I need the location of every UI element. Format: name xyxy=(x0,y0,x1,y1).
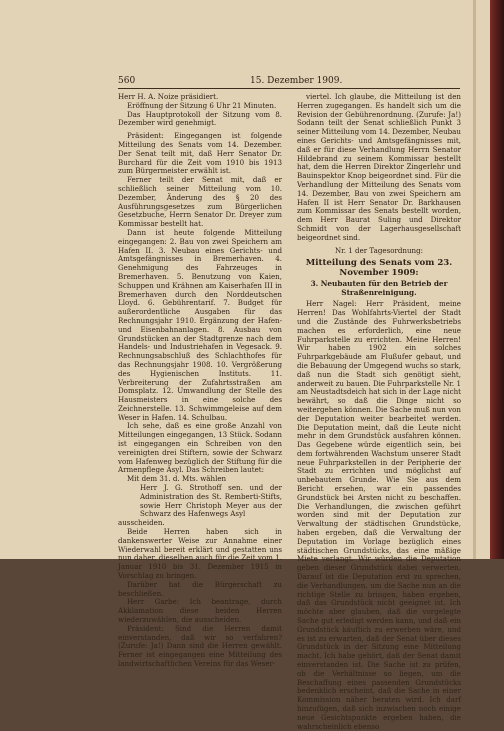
left-column-paragraph: Eröffnung der Sitzung 6 Uhr 21 Minuten. xyxy=(127,100,277,110)
left-column-paragraph: Mit dem 31. d. Mts. wählen xyxy=(127,474,227,484)
right-column-paragraph: Herr Nagel: Herr Präsident, meine Herren! Das Wohlfahrts-Viertel der Stadt und die Zustände des Fuhrwerksbetriebs machen es erforderlich, eine neue Fuhrparkstelle zu errichten. Meine Herren! Wir haben 1902 ein solches Fuhrparkgebäude am Flußufer gebaut, und die Bebauung der Umgegend wuchs so stark, daß nun die Stadt sich genötigt sieht, anderweit zu bauen. Die Fuhrparkstelle Nr. 1 am Neustadtsdeich hat sich in der Lage nicht bewährt, so daß die Dinge nicht so weitergehen können. Die Sache muß nun von der Deputation weiter bearbeitet werden. Die Deputation meint, daß die Leute nicht mehr in dem Grundstück ausfahren können. Das Gegebene würde eigentlich sein, bei dem fortwährenden Wachstum unserer Stadt neue Fuhrparkstellen in der Peripherie der Stadt zu errichten und möglichst auf unbebautem Grunde. Wie Sie aus dem Bericht ersehen, war ein passendes Grundstück bei Arsten nicht zu beschaffen. Die Verhandlungen, die zwischen geführt worden sind mit der Deputation zur Verwaltung der städtischen Grundstücke, haben ergeben, daß die Verwaltung der Deputation im Vorlage bezüglich eines städtischen Grundstücks, das eine mäßige Miete verlangt. Wir würden die Deputation geben dieser Grundstück dabei verwerten. Darauf ist die Deputation erst zu sprechen, die Verhandlungen, um die Sache nun an die richtige Stelle zu bringen, haben ergeben, daß das Grundstück nicht geeignet ist. Ich möchte aber glauben, daß die vorgelegte Sache gut erledigt werden kann, und daß ein Grundstück käuflich zu erwerben wäre, und es ist zu erwarten, daß der Senat über dieses Grundstück in der Sitzung eine Mitteilung macht. Ich habe gehört, daß der Senat damit einverstanden ist. Die Sache ist zu prüfen, ob die Verhältnisse so liegen, um die Beschaffung eines passenden Grundstücks bedenklich erscheint, daß die Sache in einer Kommission näher beraten wird. Ich darf hinzufügen, daß sich inzwischen noch einige neue Gesichtspunkte ergeben haben, die wahrscheinlich ebenso xyxy=(297,299,461,731)
left-column-paragraph: Dann ist heute folgende Mitteilung eingegangen: 2. Bau von zwei Speichern am Hafen II. 3. Neubau eines Gerichts- und Amtsgefängnisses in Bremerhaven. 4. Genehmigung des Fahrzeuges in Bremerhaven. 5. Benutzung von Kaien, Schuppen und Krähnen am Kaiserhafen III in Bremerhaven durch den Norddeutschen Lloyd. 6. Gebührentarif. 7. Budget für außerordentliche Ausgaben für das Rechnungsjahr 1910. Ergänzung der Hafen- und Eisenbahnanlagen. 8. Ausbau von Grundstücken an der Stadtgrenze nach dem Handels- und Industriehafen in Vegesack. 9. Rechnungsabschluß des Schlachthofes für das Rechnungsjahr 1908. 10. Vergrößerung des Hygienischen Instituts. 11. Verbreiterung der Zufahrtsstraßen am Domsplatz. 12. Umwandlung der Stelle des Hausmeisters in eine solche des Zeichnerstelle. 13. Schwimmgeleise auf dem Weser in Hafen. 14. Schulbau. xyxy=(118,227,282,422)
left-column-paragraph: Das Hauptprotokoll der Sitzung vom 8. Dezember wird genehmigt. xyxy=(118,109,282,128)
right-column-paragraph: viertel. Ich glaube, die Mitteilung ist den Herren zugegangen. Es handelt sich um die Revision der Gebührenordnung. (Zurufe: Ja!) Sodann teilt der Senat schließlich Punkt 3 seiner Mitteilung vom 14. Dezember, Neubau eines Gerichts- und Amtsgefängnisses mit, daß er für diese Verhandlung Herrn Senator Hildebrand zu seinem Kommissar bestellt hat, dem die Herren Direktor Zingerlehr und Bauinspektor Knop beigeordnet sind. Für die Verhandlung der Mitteilung des Senats vom 14. Dezember, Bau von zwei Speichern am Hafen II ist Herr Senator Dr. Barkhausen zum Kommissar des Senats bestellt worden, dem Herr Baurat Suling und Direktor Schmidt von der Lagerhausgesellschaft beigeordnet sind. xyxy=(297,92,461,242)
left-column-paragraph: Beide Herren haben sich in dankenswerter Weise zur Annahme einer Wiederwahl bereit erklärt und gestatten uns nun daher, dieselben auch für die Zeit vom 1. Januar 1910 bis 31. Dezember 1915 in Vorschlag zu bringen. xyxy=(118,527,282,581)
book-spine xyxy=(490,0,504,559)
left-column-paragraph: Herr Garbe: Ich beantrage, durch Akklamation diese beiden Herren wiederzuwählen, die ausscheiden. xyxy=(118,597,282,625)
header-rule xyxy=(118,88,460,89)
left-column-paragraph: Herr J. G. Strothoff sen. und der Administration des St. Remberti-Stifts, sowie Herr Christoph Meyer aus der Schwarz des Hafenwegs Asyl xyxy=(140,483,282,519)
left-column-paragraph: Herr H. A. Noize präsidiert. xyxy=(118,92,219,101)
left-column-paragraph: Ich sehe, daß es eine große Anzahl von Mitteilungen eingegangen, 13 Stück. Sodann ist eingegangen ein Schreiben von den vereinigten drei Stiftern, sowie der Schwarz vom Hafenweg bezüglich der Stiftung für die Armenpflege Asyl. Das Schreiben lautet: xyxy=(118,421,282,475)
header-date: 15. Dezember 1909. xyxy=(250,76,343,86)
left-column xyxy=(118,92,282,668)
left-column-paragraph: ausscheiden. xyxy=(118,518,165,528)
right-column-paragraph: Nr. 1 der Tagesordnung: xyxy=(334,245,424,255)
right-column xyxy=(297,92,461,731)
page-header xyxy=(118,76,460,88)
left-column-paragraph: Präsident: Eingegangen ist folgende Mitteilung des Senats vom 14. Dezember. Der Senat teilt mit, daß Herr Senator Dr. Burchard für die Zeit vom 1910 bis 1913 zum Bürgermeister erwählt ist. xyxy=(118,131,282,176)
page-number: 560 xyxy=(118,76,136,86)
left-column-paragraph: Präsident: Sind die Herren damit einverstanden, daß wir so verfahren? (Zurufe: Ja!) Dann sind die Herren gewählt. Ferner ist eingegangen eine Mitteilung des landwirtschaftlichen Vereins für das Weser- xyxy=(118,623,282,668)
left-column-paragraph: Ferner teilt der Senat mit, daß er schließlich seiner Mitteilung vom 10. Dezember, Änderung des § 20 des Ausführungsgesetzes zum Bürgerlichen Gesetzbuche, Herrn Senator Dr. Dreyer zum Kommissar bestellt hat. xyxy=(118,175,282,229)
left-column-paragraph: Darüber hat die Bürgerschaft zu beschließen. xyxy=(118,579,282,598)
right-column-paragraph: 3. Neubauten für den Betrieb der Straßenreinigung. xyxy=(310,279,448,298)
right-column-paragraph: Mitteilung des Senats vom 23. November 1909: xyxy=(305,258,453,279)
page-edge xyxy=(473,0,476,559)
